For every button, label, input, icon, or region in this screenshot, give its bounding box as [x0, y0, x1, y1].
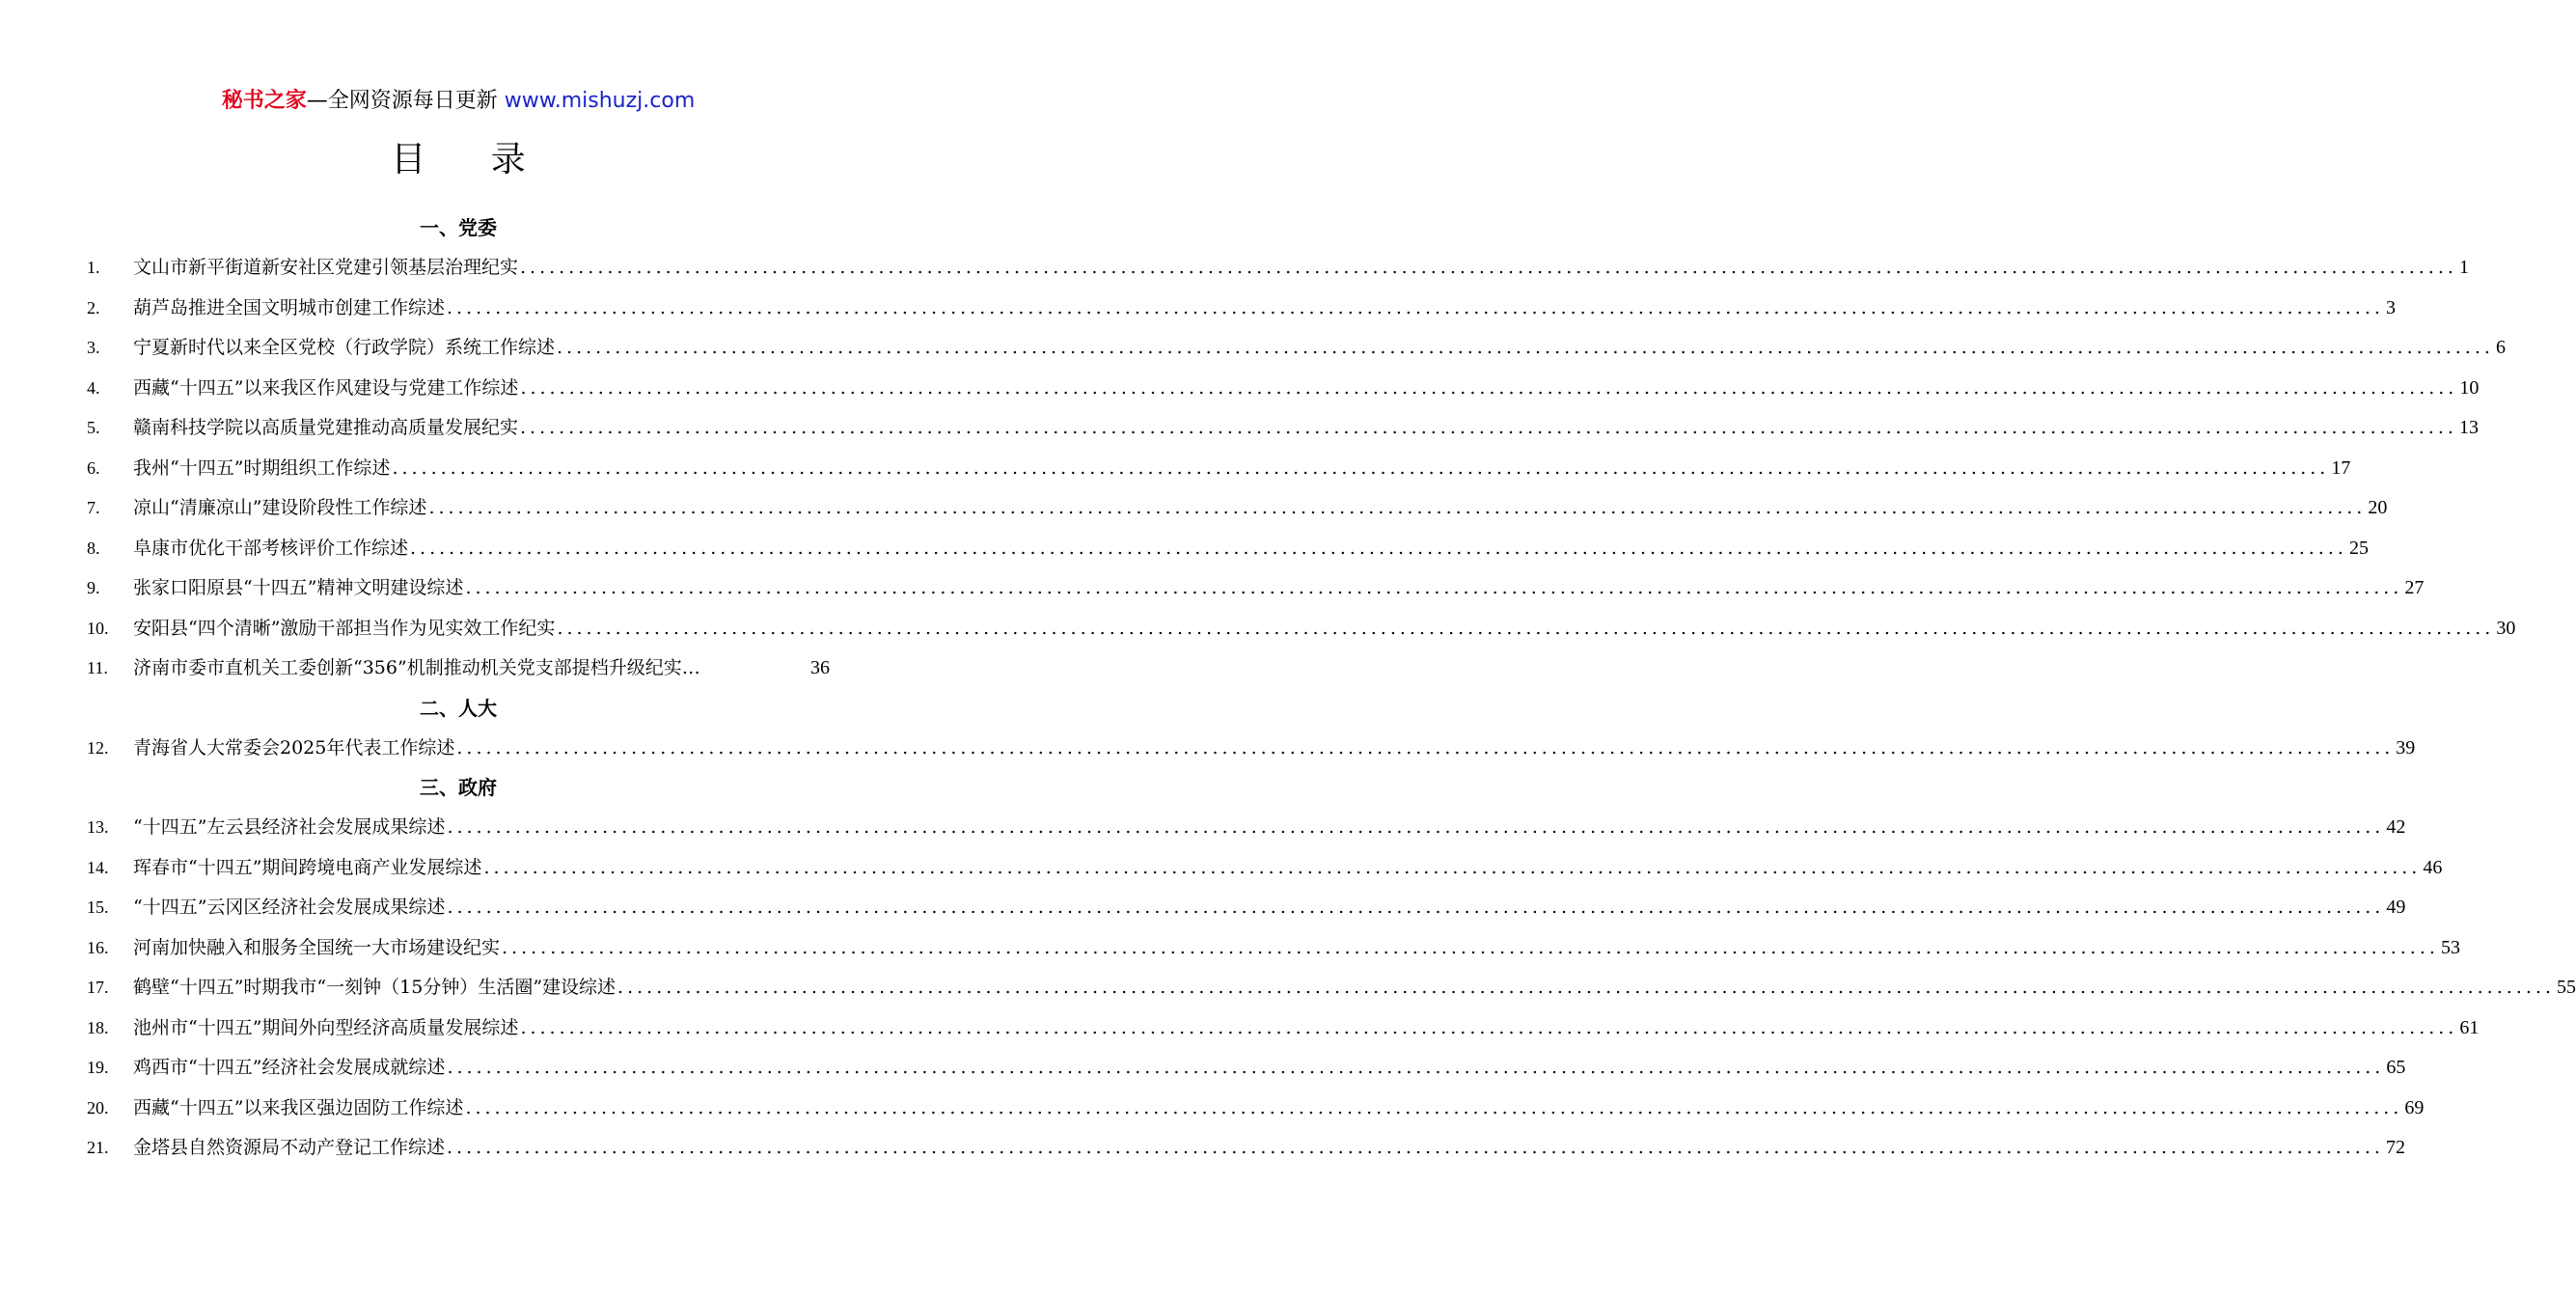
toc-entry-page: 20: [2368, 497, 2388, 518]
toc-entry-title: 鸡西市“十四五”经济社会发展成就综述: [133, 1057, 446, 1078]
toc-entry[interactable]: [87, 813, 2406, 842]
section-heading: 一、党委: [420, 216, 497, 239]
toc-entry-page: 10: [2459, 376, 2480, 399]
toc-entry-title: “十四五”左云县经济社会发展成果综述: [133, 816, 446, 838]
toc-entry-number: 12.: [87, 738, 109, 758]
toc-entry-number: 1.: [87, 258, 100, 277]
toc-entry-title: 安阳县“四个清晰”激励干部担当作为见实效工作纪实: [133, 617, 556, 639]
toc-entry[interactable]: [87, 853, 2443, 882]
toc-entry-page: 42: [2386, 816, 2406, 838]
toc-leader-dots: ........................................................................................................................................................................................................: [392, 456, 2330, 479]
toc-entry-number: 8.: [87, 538, 100, 558]
toc-entry[interactable]: [87, 973, 2576, 1002]
toc-entry-page: 49: [2386, 897, 2406, 918]
toc-entry-number: 5.: [87, 418, 100, 437]
toc-entry-number: 15.: [87, 897, 109, 917]
toc-entry-number: 2.: [87, 297, 100, 317]
toc-entry-page: 61: [2459, 1016, 2480, 1038]
toc-entry-number: 17.: [87, 978, 109, 997]
toc-entry-page: 36: [810, 657, 830, 678]
toc-leader-dots: ........................................................................................................................................................................................................: [557, 337, 2494, 358]
toc-leader-dots: ........................................................................................................................................................................................................: [557, 617, 2495, 639]
toc-entry[interactable]: [87, 1133, 2405, 1162]
toc-entry-title: 金塔县自然资源局不动产登记工作综述: [133, 1137, 446, 1158]
toc-entry-title: 青海省人大常委会2025年代表工作综述: [133, 737, 455, 759]
toc-entry-title: 珲春市“十四五”期间跨境电商产业发展综述: [133, 856, 482, 878]
toc-entry-number: 9.: [87, 578, 100, 597]
toc-entry-number: 6.: [87, 457, 100, 478]
toc-leader-dots: ........................................................................................................................................................................................................: [447, 1137, 2384, 1158]
toc-entry[interactable]: [87, 933, 2460, 962]
toc-entry-title: 鹤壁“十四五”时期我市“一刻钟（15分钟）生活圈”建设综述: [133, 977, 617, 998]
toc-leader-dots: ........................................................................................................................................................................................................: [456, 737, 2395, 759]
toc-entry-title: 西藏“十四五”以来我区强边固防工作综述: [133, 1096, 464, 1118]
toc-entry-title: 池州市“十四五”期间外向型经济高质量发展综述: [133, 1016, 519, 1038]
toc-entry-title: 张家口阳原县“十四五”精神文明建设综述: [133, 577, 464, 598]
toc-entry-page: 6: [2495, 337, 2506, 358]
toc-entry-title: 我州“十四五”时期组织工作综述: [133, 456, 391, 479]
banner-url[interactable]: www.mishuzj.com: [504, 89, 696, 113]
toc-entry[interactable]: [87, 614, 2516, 643]
toc-entry-page: 30: [2496, 617, 2516, 639]
toc-leader-dots: ........................................................................................................................................................................................................: [465, 1096, 2403, 1118]
toc-title: 目 录: [391, 140, 553, 179]
toc-entry[interactable]: [87, 893, 2406, 922]
toc-entry[interactable]: [87, 373, 2480, 402]
toc-entry[interactable]: [87, 333, 2506, 362]
toc-entry-number: 16.: [87, 937, 109, 957]
section-heading: 三、政府: [420, 776, 497, 799]
toc-entry-page: 72: [2385, 1137, 2405, 1158]
toc-entry-page: 1: [2458, 257, 2469, 278]
toc-entry-page: 39: [2396, 737, 2416, 759]
toc-entry-page: 25: [2348, 537, 2369, 559]
toc-entry-title: 葫芦岛推进全国文明城市创建工作综述: [133, 296, 446, 318]
toc-entry-number: 11.: [87, 658, 108, 677]
toc-entry-page: 13: [2458, 417, 2479, 438]
toc-entry-title: 济南市委市直机关工委创新“356”机制推动机关党支部提档升级纪实…: [133, 657, 700, 678]
toc-entry-title: 文山市新平街道新安社区党建引领基层治理纪实: [133, 257, 519, 278]
toc-entry-page: 65: [2386, 1057, 2406, 1078]
toc-leader-dots: ........................................................................................................................................................................................................: [520, 376, 2458, 399]
toc-leader-dots: ........................................................................................................................................................................................................: [410, 537, 2347, 559]
toc-entry-number: 14.: [87, 857, 109, 877]
site-banner: [0, 87, 917, 116]
toc-entry-number: 13.: [87, 817, 109, 837]
toc-leader-dots: ........................................................................................................................................................................................................: [520, 257, 2457, 278]
toc-entry-title: 阜康市优化干部考核评价工作综述: [133, 537, 409, 559]
toc-entry[interactable]: [87, 413, 2479, 442]
toc-leader-dots: ........................................................................................................................................................................................................: [617, 977, 2555, 998]
toc-entry[interactable]: [87, 454, 2351, 483]
toc-entry-page: 27: [2404, 577, 2425, 598]
toc-entry[interactable]: [87, 1013, 2480, 1042]
toc-leader-dots: ........................................................................................................................................................................................................: [447, 897, 2385, 918]
toc-leader-dots: ........................................................................................................................................................................................................: [428, 497, 2367, 518]
toc-entry[interactable]: [87, 1053, 2406, 1082]
toc-entry-number: 21.: [87, 1138, 109, 1157]
toc-leader-dots: ........................................................................................................................................................................................................: [520, 1016, 2458, 1038]
banner-brand: 秘书之家: [221, 89, 307, 113]
toc-leader-dots: ........................................................................................................................................................................................................: [447, 296, 2384, 318]
toc-entry[interactable]: [87, 493, 2388, 522]
toc-entry-title: 西藏“十四五”以来我区作风建设与党建工作综述: [133, 376, 519, 399]
toc-entry-number: 18.: [87, 1017, 109, 1037]
toc-entry-page: 3: [2385, 296, 2396, 318]
toc-leader-dots: ........................................................................................................................................................................................................: [502, 936, 2439, 958]
toc-leader-dots: ........................................................................................................................................................................................................: [447, 1057, 2385, 1078]
toc-entry-page: 46: [2423, 856, 2443, 878]
section-heading: 二、人大: [420, 697, 497, 720]
banner-tagline: —全网资源每日更新: [306, 89, 505, 113]
toc-leader-dots: ........................................................................................................................................................................................................: [483, 856, 2422, 878]
toc-entry-page: 17: [2331, 456, 2351, 479]
toc-entry-number: 20.: [87, 1097, 109, 1118]
toc-leader-dots: ........................................................................................................................................................................................................: [447, 816, 2385, 838]
toc-entry[interactable]: [87, 573, 2425, 602]
toc-entry-number: 3.: [87, 338, 100, 357]
toc-leader-dots: ........................................................................................................................................................................................................: [465, 577, 2403, 598]
toc-leader-dots: ........................................................................................................................................................................................................: [520, 417, 2457, 438]
toc-entry-page: 69: [2404, 1096, 2425, 1118]
toc-entry[interactable]: [87, 653, 830, 682]
toc-entry-number: 10.: [87, 618, 109, 638]
toc-entry-title: 河南加快融入和服务全国统一大市场建设纪实: [133, 936, 501, 958]
toc-entry[interactable]: [87, 253, 2469, 282]
toc-entry-title: 凉山“清廉凉山”建设阶段性工作综述: [133, 497, 427, 518]
toc-entry[interactable]: [87, 293, 2396, 322]
toc-entry-title: 宁夏新时代以来全区党校（行政学院）系统工作综述: [133, 337, 556, 358]
toc-entry-title: 赣南科技学院以高质量党建推动高质量发展纪实: [133, 417, 519, 438]
toc-entry[interactable]: [87, 1093, 2425, 1122]
toc-entry-page: 55: [2556, 977, 2576, 998]
toc-entry-number: 7.: [87, 498, 100, 517]
toc-entry-number: 19.: [87, 1058, 109, 1077]
toc-entry[interactable]: [87, 733, 2416, 762]
toc-entry-number: 4.: [87, 377, 100, 398]
toc-entry-page: 53: [2440, 936, 2460, 958]
toc-entry-title: “十四五”云冈区经济社会发展成果综述: [133, 897, 446, 918]
toc-entry[interactable]: [87, 534, 2369, 563]
